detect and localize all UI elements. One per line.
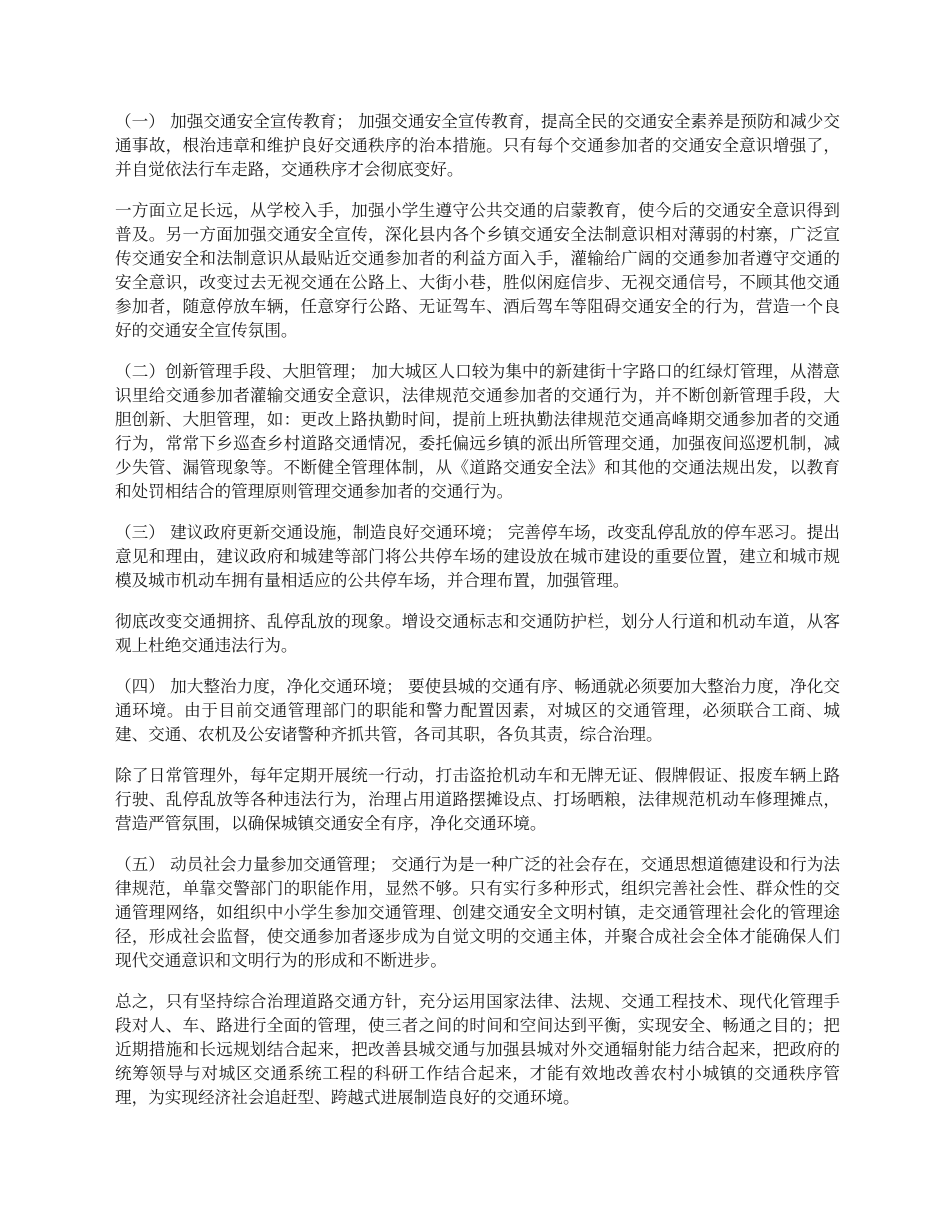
paragraph-6: （四） 加大整治力度，净化交通环境； 要使县城的交通有序、畅通就必须要加大整治力度，净化交通环境。由于目前交通管理部门的职能和警力配置因素，对城区的交通管理，必须联合工商、城建、交通、农机及公安诸警种齐抓共管，各司其职，各负其责，综合治理。	[115, 677, 840, 744]
paragraph-9: 总之，只有坚持综合治理道路交通方针，充分运用国家法律、法规、交通工程技术、现代化管理手段对人、车、路进行全面的管理，使三者之间的时间和空间达到平衡，实现安全、畅通之目的；把近期措施和长远规划结合起来，把改善县城交通与加强县城对外交通辐射能力结合起来，把政府的统筹领导与对城区交通系统工程的科研工作结合起来，才能有效地改善农村小城镇的交通秩序管理，为实现经济社会追赶型、跨越式进展制造良好的交通环境。	[115, 992, 840, 1107]
paragraph-4: （三） 建议政府更新交通设施，制造良好交通环境； 完善停车场，改变乱停乱放的停车恶习。提出意见和理由，建议政府和城建等部门将公共停车场的建设放在城市建设的重要位置，建立和城市规模及城市机动车拥有量相适应的公共停车场，并合理布置，加强管理。	[115, 523, 840, 590]
paragraph-3: （二）创新管理手段、大胆管理； 加大城区人口较为集中的新建街十字路口的红绿灯管理，从潜意识里给交通参加者灌输交通安全意识，法律规范交通参加者的交通行为，并不断创新管理手段，大胆创新、大胆管理，如：更改上路执勤时间，提前上班执勤法律规范交通高峰期交通参加者的交通行为，常常下乡巡查乡村道路交通情况，委托偏远乡镇的派出所管理交通，加强夜间巡逻机制，减少失管、漏管现象等。不断健全管理体制，从《道路交通安全法》和其他的交通法规出发，以教育和处罚相结合的管理原则管理交通参加者的交通行为。	[115, 362, 840, 501]
paragraph-1: （一） 加强交通安全宣传教育； 加强交通安全宣传教育，提高全民的交通安全素养是预防和减少交通事故，根治违章和维护良好交通秩序的治本措施。只有每个交通参加者的交通安全意识增强了，并自觉依法行车走路，交通秩序才会彻底变好。	[115, 112, 840, 179]
paragraph-8: （五） 动员社会力量参加交通管理； 交通行为是一种广泛的社会存在，交通思想道德建设和行为法律规范，单靠交警部门的职能作用，显然不够。只有实行多种形式，组织完善社会性、群众性的交通管理网络，如组织中小学生参加交通管理、创建交通安全文明村镇，走交通管理社会化的管理途径，形成社会监督，使交通参加者逐步成为自觉文明的交通主体，并聚合成社会全体才能确保人们现代交通意识和文明行为的形成和不断进步。	[115, 855, 840, 970]
paragraph-2: 一方面立足长远，从学校入手，加强小学生遵守公共交通的启蒙教育，使今后的交通安全意识得到普及。另一方面加强交通安全宣传，深化县内各个乡镇交通安全法制意识相对薄弱的村寨，广泛宣传交通安全和法制意识从最贴近交通参加者的利益方面入手，灌输给广阔的交通参加者遵守交通的安全意识，改变过去无视交通在公路上、大街小巷，胜似闲庭信步、无视交通信号，不顾其他交通参加者，随意停放车辆，任意穿行公路、无证驾车、酒后驾车等阻碍交通安全的行为，营造一个良好的交通安全宣传氛围。	[115, 201, 840, 340]
document-body	[115, 110, 840, 1127]
paragraph-7: 除了日常管理外，每年定期开展统一行动，打击盗抢机动车和无牌无证、假牌假证、报废车辆上路行驶、乱停乱放等各种违法行为，治理占用道路摆摊设点、打场晒粮，法律规范机动车修理摊点，营造严管氛围，以确保城镇交通安全有序，净化交通环境。	[115, 766, 840, 833]
paragraph-5: 彻底改变交通拥挤、乱停乱放的现象。增设交通标志和交通防护栏，划分人行道和机动车道，从客观上杜绝交通违法行为。	[115, 612, 840, 655]
